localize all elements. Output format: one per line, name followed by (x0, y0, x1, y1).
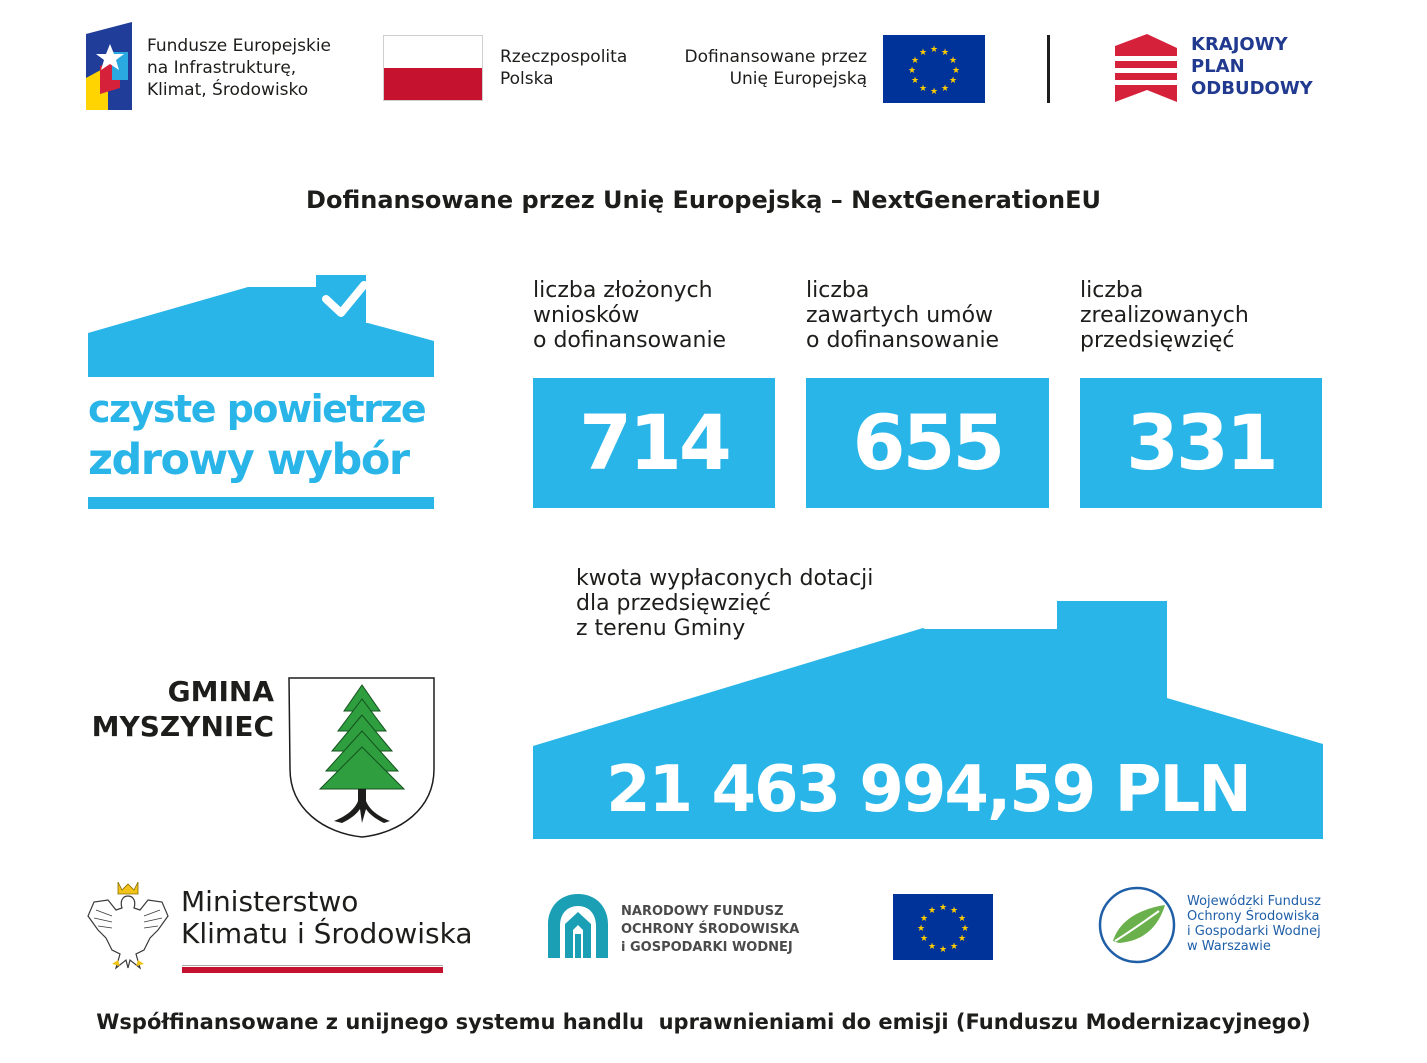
house-roof-icon (88, 275, 436, 385)
nfos-line2: OCHRONY ŚRODOWISKA (621, 922, 800, 937)
fe-logo (86, 22, 356, 112)
fe-logo-line3: Klimat, Środowisko (147, 80, 309, 100)
program-line2: zdrowy wybór (88, 435, 409, 485)
svg-text:★: ★ (949, 906, 959, 916)
svg-text:★: ★ (940, 84, 950, 94)
svg-text:★: ★ (948, 56, 958, 66)
wfos-line4: w Warszawie (1187, 939, 1271, 954)
svg-text:★: ★ (949, 942, 959, 952)
svg-text:★: ★ (929, 45, 939, 55)
ministry-line2: Klimatu i Środowiska (181, 917, 473, 950)
kpo-building-icon (1115, 34, 1177, 104)
polish-flag-icon (383, 35, 483, 101)
payout-value: 21 463 994,59 PLN (606, 753, 1250, 827)
fe-logo-line1: Fundusze Europejskie (147, 36, 331, 56)
svg-text:★: ★ (918, 48, 928, 58)
municipality-line1: GMINA (167, 675, 274, 708)
payout-label-line: kwota wypłaconych dotacji (576, 566, 874, 591)
svg-text:★: ★ (919, 914, 929, 924)
svg-text:★: ★ (951, 66, 961, 76)
eu-logo (660, 35, 985, 103)
fe-logo-line2: na Infrastrukturę, (147, 58, 297, 78)
stat-value: 714 (533, 378, 775, 508)
svg-text:★: ★ (957, 914, 967, 924)
svg-text:★: ★ (960, 924, 970, 934)
nfos-line1: NARODOWY FUNDUSZ (621, 904, 784, 919)
svg-text:★: ★ (938, 903, 948, 913)
stat-label-line: przedsięwzięć (1080, 328, 1235, 353)
payout-label-line: dla przedsięwzięć (576, 591, 772, 616)
subtitle: Dofinansowane przez Unię Europejską – NextGenerationEU (306, 186, 1101, 214)
eu-logo-line2: Unię Europejską (729, 69, 867, 89)
rp-logo-line1: Rzeczpospolita (500, 47, 628, 67)
svg-text:★: ★ (929, 87, 939, 97)
svg-text:★: ★ (940, 48, 950, 58)
stat-3 (1080, 278, 1322, 510)
fe-logo-icon (86, 22, 134, 112)
stat-label-line: liczba (1080, 278, 1144, 303)
municipality-line2: MYSZYNIEC (91, 710, 274, 743)
kpo-logo-line2: PLAN (1191, 56, 1245, 77)
svg-text:★: ★ (948, 76, 958, 86)
svg-text:★: ★ (918, 84, 928, 94)
svg-text:★: ★ (907, 66, 917, 76)
svg-text:★: ★ (957, 934, 967, 944)
logo-divider (1047, 35, 1050, 103)
rp-logo-line2: Polska (500, 69, 554, 89)
svg-text:★: ★ (916, 924, 926, 934)
nfos-logo (545, 890, 805, 962)
eu-logo-line1: Dofinansowane przez (684, 47, 867, 67)
program-logo (88, 275, 436, 511)
stat-label-line: liczba (806, 278, 870, 303)
svg-text:★: ★ (919, 934, 929, 944)
kpo-logo-line1: KRAJOWY (1191, 34, 1288, 55)
stat-label-line: o dofinansowanie (533, 328, 727, 353)
program-line1: czyste powietrze (88, 387, 426, 431)
svg-text:★: ★ (927, 906, 937, 916)
municipality-name (60, 674, 274, 744)
program-underline (88, 497, 434, 509)
svg-text:★: ★ (910, 56, 920, 66)
footer-note: Współfinansowane z unijnego systemu handlu uprawnieniami do emisji (Funduszu Modernizacyjnego) (96, 1010, 1311, 1034)
stat-label-line: wniosków (533, 303, 640, 328)
stat-label-line: zawartych umów (806, 303, 994, 328)
eu-flag-icon (883, 35, 985, 103)
stat-value: 655 (806, 378, 1049, 508)
svg-text:★: ★ (938, 945, 948, 955)
wfos-logo (1097, 885, 1337, 967)
payout-label-line: z terenu Gminy (576, 616, 746, 641)
ministry-flag-underline (182, 963, 443, 973)
stat-value: 331 (1080, 378, 1322, 508)
stat-label-line: o dofinansowanie (806, 328, 1000, 353)
nfos-icon (545, 890, 611, 962)
svg-text:★: ★ (910, 76, 920, 86)
ministry-line1: Ministerstwo (181, 885, 359, 918)
kpo-logo (1115, 34, 1345, 104)
rp-logo (383, 35, 643, 103)
kpo-logo-line3: ODBUDOWY (1191, 78, 1313, 99)
wfos-leaf-icon (1097, 885, 1177, 965)
stat-label-line: liczba złożonych (533, 278, 713, 303)
eu-flag-footer-icon (893, 894, 993, 960)
stat-1 (533, 278, 775, 510)
stat-label-line: zrealizowanych (1080, 303, 1249, 328)
nfos-line3: i GOSPODARKI WODNEJ (621, 940, 793, 955)
wfos-line3: i Gospodarki Wodnej (1187, 924, 1321, 939)
municipality-coat-of-arms-icon (288, 677, 436, 839)
wfos-line1: Wojewódzki Fundusz (1187, 894, 1321, 909)
polish-eagle-icon (86, 880, 170, 972)
ministry-logo (86, 880, 473, 975)
svg-text:★: ★ (927, 942, 937, 952)
stat-2 (806, 278, 1049, 510)
wfos-line2: Ochrony Środowiska (1187, 909, 1320, 924)
